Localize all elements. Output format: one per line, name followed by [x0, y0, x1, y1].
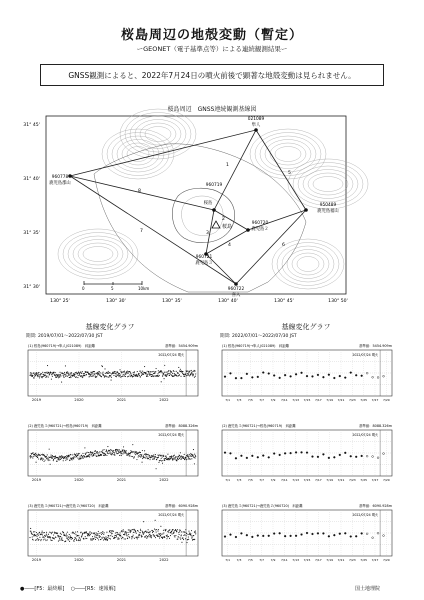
x-tick-label: 7/27 — [371, 558, 379, 562]
x-tick-label: 2020 — [74, 398, 84, 402]
lon-label: 130° 40' — [218, 299, 238, 304]
x-tick-label: 7/3 — [236, 478, 242, 482]
lon-label: 130° 50' — [328, 299, 348, 304]
svg-text:桜島: 桜島 — [203, 201, 213, 206]
chart-label: (2) 鹿児島３(960721)→桜島(960719) 斜距離 — [28, 424, 102, 428]
x-tick-label: 2020 — [74, 558, 84, 562]
station-960721 — [195, 252, 212, 266]
page-subtitle: ーGEONET（電子基準点等）による連続観測結果ー — [136, 45, 288, 53]
baseline-number: 3 — [206, 231, 209, 236]
chart-base-value: 基準値：5454.909m — [164, 344, 198, 348]
chart-label: (2) 鹿児島３(960721)→桜島(960719) 斜距離 — [222, 424, 296, 428]
x-tick-label: 7/15 — [303, 558, 311, 562]
x-tick-label: 2019 — [31, 398, 42, 402]
x-tick-label: 7/17 — [314, 478, 322, 482]
right-graph-title: 基線変化グラフ — [281, 323, 331, 331]
baseline-number: 8 — [138, 189, 141, 194]
volcano-label: 桜島 — [222, 224, 233, 230]
x-tick-label: 2019 — [31, 478, 42, 482]
chart-label: (1) 桜島(960719)→隼人(021089) 斜距離 — [28, 344, 96, 348]
svg-text:隼人: 隼人 — [251, 123, 261, 128]
map-title: 桜島周辺 GNSS連続観測基線図 — [167, 106, 257, 113]
baseline-map — [23, 114, 354, 304]
x-tick-label: 7/23 — [348, 478, 356, 482]
x-tick-label: 7/5 — [247, 558, 253, 562]
baseline-number: 6 — [282, 243, 285, 248]
summary-text: GNSS観測によると、2022年7月24日の噴火前後で顕著な地殻変動は見られません。 — [68, 70, 356, 80]
left-period: 期間: 2019/07/01〜2022/07/30 JST — [26, 334, 103, 339]
chart-label: (3) 鹿児島３(960721)→鹿児島２(960720) 斜距離 — [222, 504, 303, 508]
lat-label: 31° 45' — [23, 123, 40, 128]
x-tick-label: 7/13 — [292, 478, 300, 482]
organization: 国土地理院 — [354, 586, 380, 592]
x-tick-label: 7/19 — [326, 478, 334, 482]
left-panel-chart-3 — [22, 500, 204, 568]
x-tick-label: 7/17 — [314, 558, 322, 562]
svg-text:喜入: 喜入 — [231, 293, 241, 298]
legend-rapid: ○――[R5：速報解] — [70, 586, 116, 592]
svg-text:960720: 960720 — [251, 221, 269, 226]
x-tick-label: 7/23 — [348, 398, 356, 402]
x-tick-label: 7/5 — [247, 478, 253, 482]
x-tick-label: 7/9 — [270, 398, 276, 402]
x-tick-label: 7/27 — [371, 478, 379, 482]
lon-label: 130° 25' — [50, 299, 70, 304]
baseline-number: 7 — [140, 229, 143, 234]
lat-label: 31° 35' — [23, 231, 40, 236]
svg-text:960721: 960721 — [195, 255, 213, 260]
chart-base-value: 基準値：8088.326m — [358, 424, 392, 428]
svg-text:鹿児島郡山: 鹿児島郡山 — [49, 181, 71, 186]
x-tick-label: 7/15 — [303, 398, 311, 402]
left-panel-chart-2 — [22, 420, 204, 488]
svg-text:960722: 960722 — [227, 287, 245, 292]
left-panel-chart-1 — [22, 340, 204, 408]
x-tick-label: 7/11 — [280, 398, 288, 402]
x-tick-label: 7/15 — [303, 478, 311, 482]
x-tick-label: 7/21 — [337, 398, 345, 402]
x-tick-label: 7/7 — [259, 398, 265, 402]
x-tick-label: 7/1 — [225, 398, 231, 402]
svg-text:950489: 950489 — [319, 203, 337, 208]
page-title: 桜島周辺の地殻変動（暫定） — [120, 28, 303, 43]
x-tick-label: 7/13 — [292, 558, 300, 562]
right-panel-chart-1 — [216, 340, 398, 408]
x-tick-label: 7/9 — [270, 558, 276, 562]
x-tick-label: 7/27 — [371, 398, 379, 402]
x-tick-label: 7/11 — [280, 478, 288, 482]
svg-text:960778: 960778 — [51, 175, 69, 180]
lon-label: 130° 45' — [274, 299, 294, 304]
svg-text:021089: 021089 — [247, 117, 265, 122]
baseline-number: 5 — [288, 171, 291, 176]
eruption-note: 2022/07/24 噴火 — [158, 513, 185, 517]
x-tick-label: 7/7 — [259, 478, 265, 482]
right-period: 期間: 2022/07/01〜2022/07/30 JST — [220, 334, 297, 339]
x-tick-label: 7/9 — [270, 478, 276, 482]
eruption-note: 2022/07/24 噴火 — [352, 513, 379, 517]
scale-label-5: 5 — [111, 286, 114, 291]
scale-label-10: 10km — [138, 286, 150, 291]
lat-label: 31° 30' — [23, 285, 40, 290]
x-tick-label: 2022 — [159, 558, 169, 562]
svg-text:960719: 960719 — [205, 183, 223, 188]
x-tick-label: 7/13 — [292, 398, 300, 402]
left-graph-title: 基線変化グラフ — [85, 323, 135, 331]
chart-base-value: 基準値：5454.909m — [358, 344, 392, 348]
x-tick-label: 7/29 — [382, 558, 390, 562]
baseline-number: 1 — [226, 163, 229, 168]
x-tick-label: 2022 — [159, 478, 169, 482]
baseline-number: 2 — [222, 217, 225, 222]
x-tick-label: 7/21 — [337, 558, 345, 562]
x-tick-label: 7/3 — [236, 398, 242, 402]
x-tick-label: 2021 — [116, 478, 127, 482]
chart-label: (1) 桜島(960719)→隼人(021089) 斜距離 — [222, 344, 290, 348]
x-tick-label: 2021 — [116, 398, 127, 402]
legend-final: ●――[F5：最終解] — [20, 586, 65, 592]
chart-base-value: 基準値：6090.928m — [164, 504, 198, 508]
x-tick-label: 7/5 — [247, 398, 253, 402]
legend — [20, 585, 116, 592]
x-tick-label: 7/3 — [236, 558, 242, 562]
x-tick-label: 7/11 — [280, 558, 288, 562]
x-tick-label: 2021 — [116, 558, 127, 562]
x-tick-label: 2020 — [74, 478, 84, 482]
right-panel-chart-2 — [216, 420, 398, 488]
x-tick-label: 7/29 — [382, 398, 390, 402]
x-tick-label: 7/21 — [337, 478, 345, 482]
lon-label: 130° 30' — [106, 299, 126, 304]
x-tick-label: 7/25 — [360, 478, 368, 482]
summary-box — [40, 64, 384, 86]
x-tick-label: 7/23 — [348, 558, 356, 562]
x-tick-label: 7/1 — [225, 478, 231, 482]
x-tick-label: 2022 — [159, 398, 169, 402]
baseline-number: 4 — [228, 243, 231, 248]
x-tick-label: 7/25 — [360, 558, 368, 562]
lat-label: 31° 40' — [23, 177, 40, 182]
chart-base-value: 基準値：8088.326m — [164, 424, 198, 428]
x-tick-label: 7/17 — [314, 398, 322, 402]
x-tick-label: 7/19 — [326, 398, 334, 402]
x-tick-label: 7/19 — [326, 558, 334, 562]
eruption-note: 2022/07/24 噴火 — [158, 433, 185, 437]
lon-label: 130° 35' — [162, 299, 182, 304]
eruption-note: 2022/07/24 噴火 — [352, 433, 379, 437]
x-tick-label: 7/25 — [360, 398, 368, 402]
scale-label-0: 0 — [82, 286, 85, 291]
eruption-note: 2022/07/24 噴火 — [352, 353, 379, 357]
svg-text:鹿児島２: 鹿児島２ — [251, 227, 269, 232]
chart-label: (3) 鹿児島３(960721)→鹿児島２(960720) 斜距離 — [28, 504, 109, 508]
x-tick-label: 2019 — [31, 558, 42, 562]
eruption-note: 2022/07/24 噴火 — [158, 353, 185, 357]
x-tick-label: 7/1 — [225, 558, 231, 562]
x-tick-label: 7/29 — [382, 478, 390, 482]
chart-base-value: 基準値：6090.928m — [358, 504, 392, 508]
svg-text:鹿児島３: 鹿児島３ — [195, 261, 213, 266]
svg-text:鹿児島福山: 鹿児島福山 — [317, 209, 339, 214]
x-tick-label: 7/7 — [259, 558, 265, 562]
right-panel-chart-3 — [216, 500, 398, 568]
